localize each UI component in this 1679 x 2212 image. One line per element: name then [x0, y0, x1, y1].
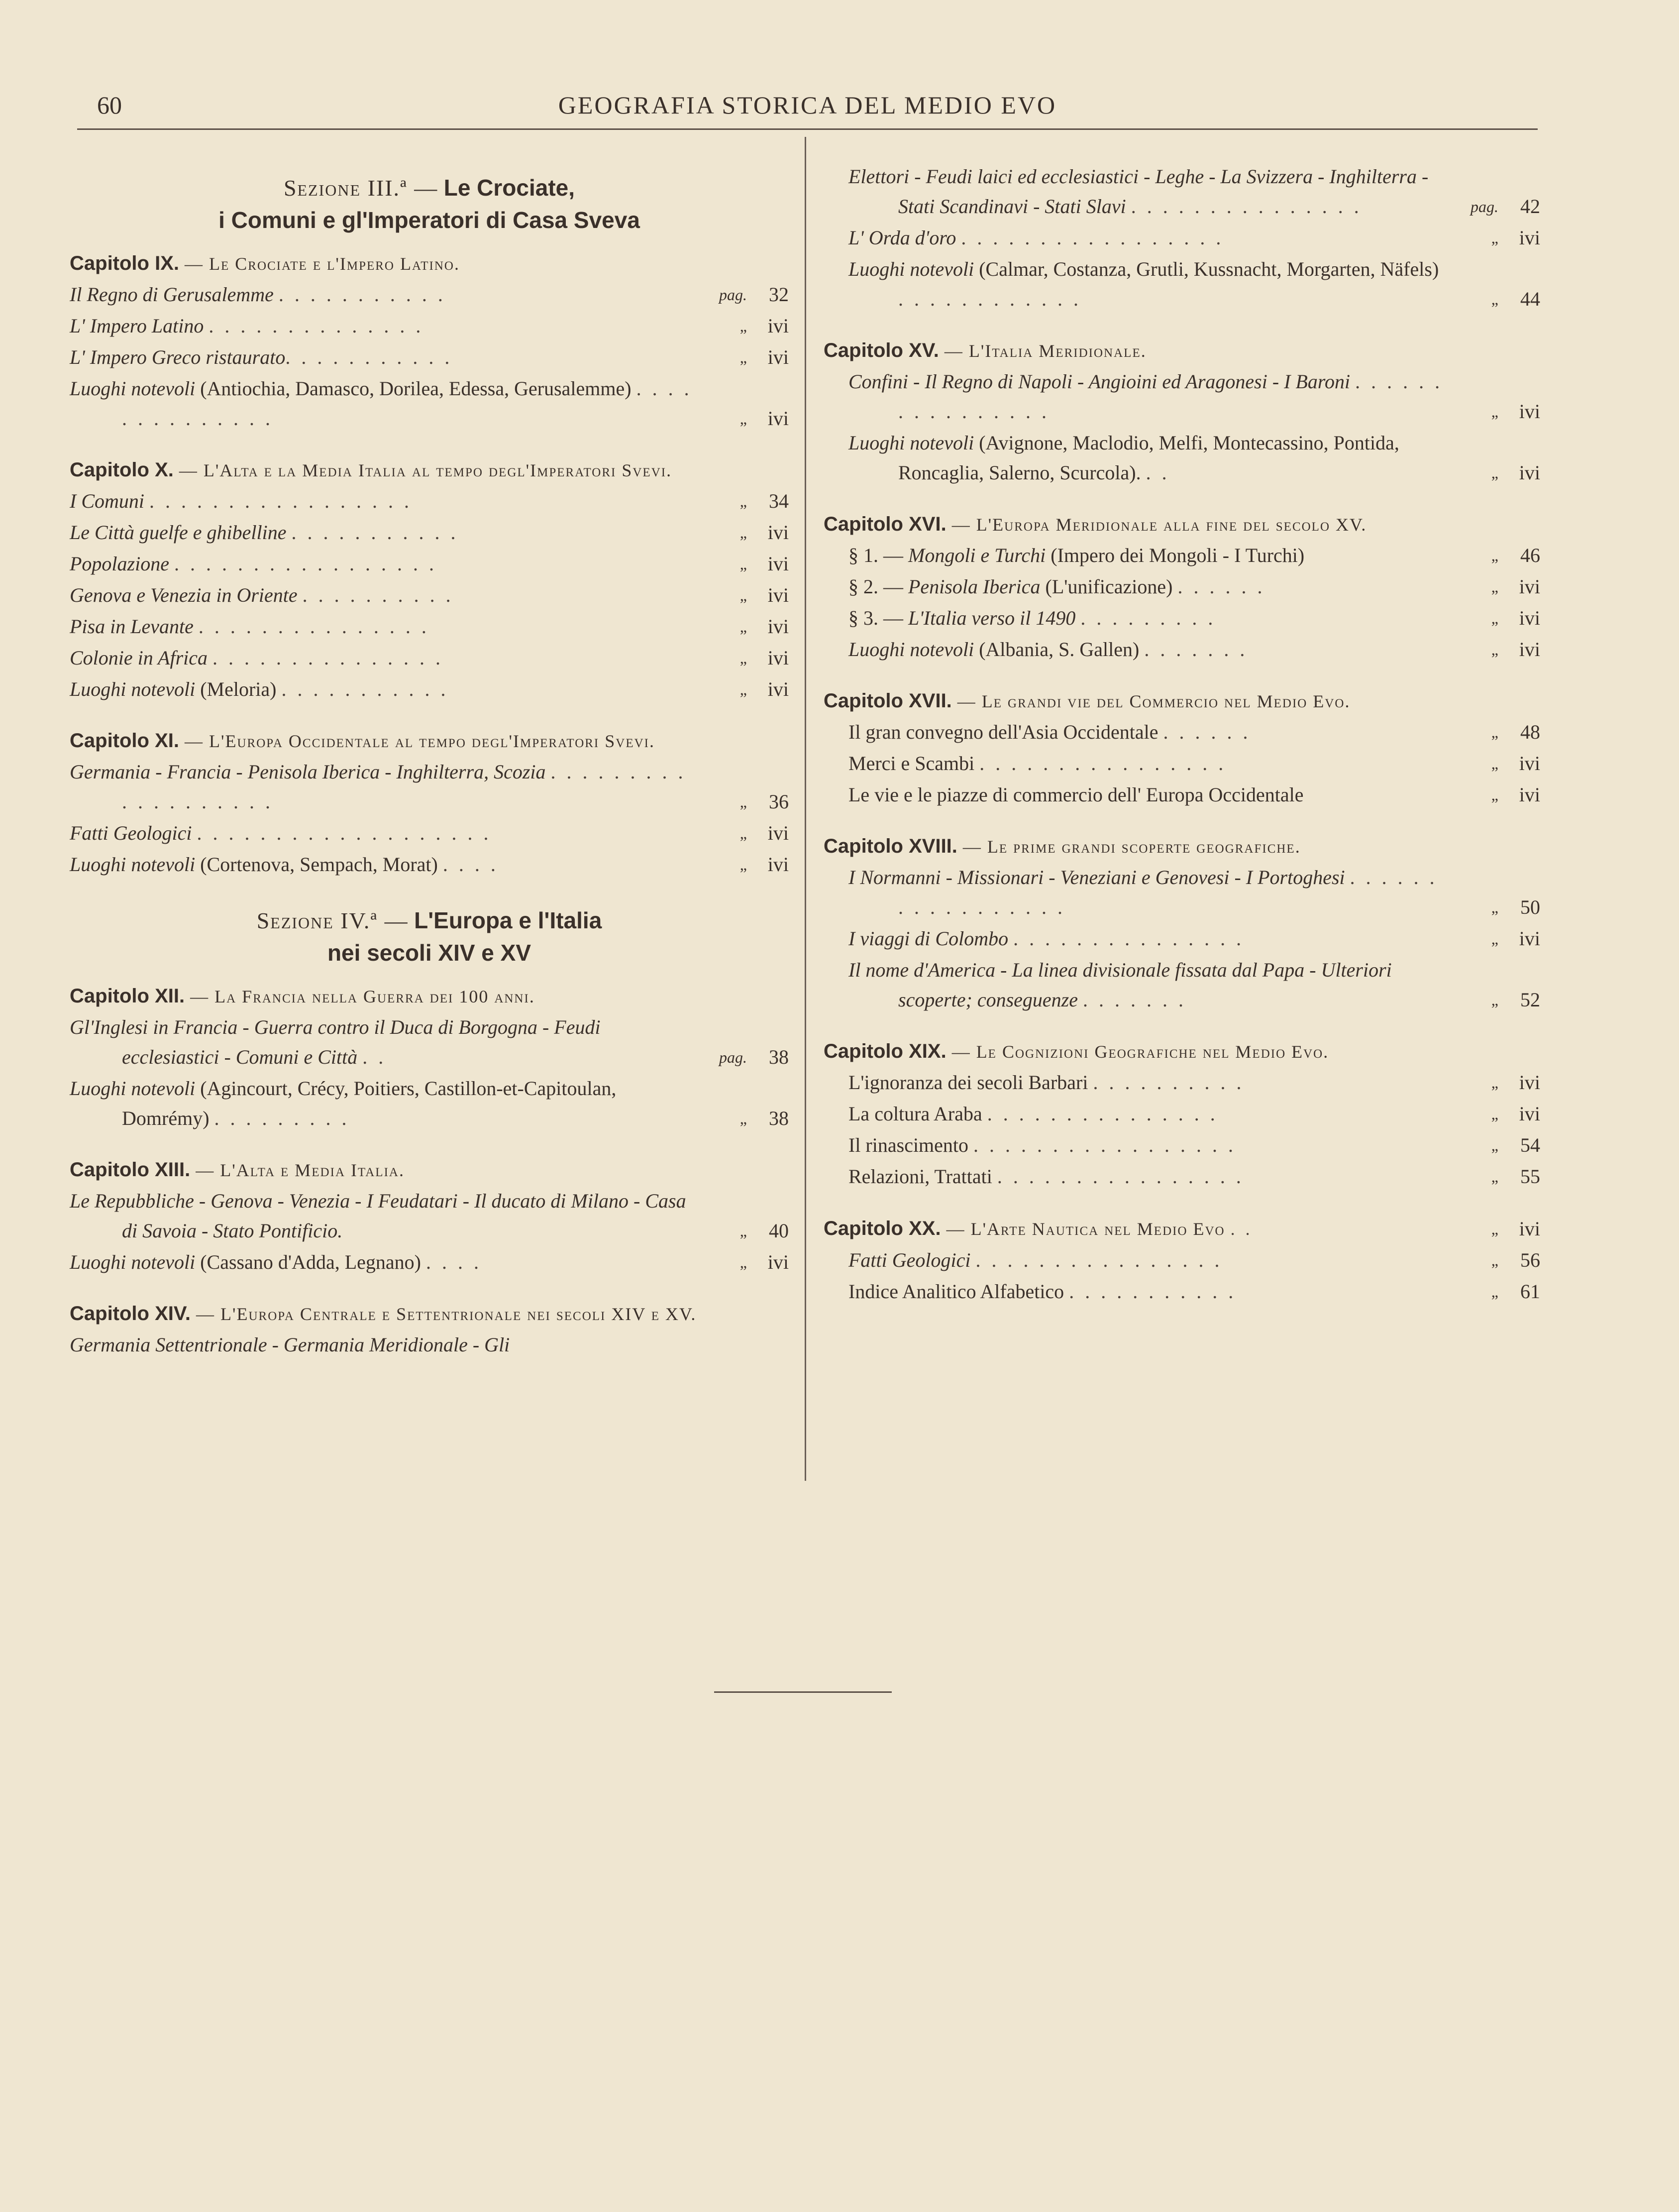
section-heading-line1: L'Europa e l'Italia	[414, 907, 602, 933]
chapter-title: — Le grandi vie del Commercio nel Medio Evo.	[957, 691, 1351, 711]
toc-entry[interactable]: Il rinascimento . . . . . . . . . . . . . . . . . „ 54	[824, 1130, 1540, 1160]
toc-entry[interactable]: Luoghi notevoli (Albania, S. Gallen) . . . . . . . „ ivi	[824, 635, 1540, 664]
chapter-title: — L'Europa Centrale e Settentrionale nei secoli XIV e XV.	[196, 1304, 697, 1324]
toc-entry[interactable]: Le Città guelfe e ghibelline . . . . . . . . . . . „ ivi	[70, 518, 789, 548]
section-heading-line1: Le Crociate,	[443, 175, 575, 201]
page-mark: pag.	[1470, 198, 1498, 216]
chapter-heading	[70, 1299, 789, 1328]
entry-text-italic: Luoghi notevoli	[70, 377, 196, 400]
page-mark: „	[739, 618, 747, 636]
page-ref: 38	[769, 1107, 789, 1129]
chapter-x	[70, 455, 789, 704]
entry-text: Popolazione	[70, 553, 169, 575]
page-mark: „	[739, 649, 747, 667]
toc-entry[interactable]: L'ignoranza dei secoli Barbari . . . . . . . . . . „ ivi	[824, 1068, 1540, 1098]
toc-entry[interactable]: Il gran convegno dell'Asia Occidentale . . . . . . „ 48	[824, 717, 1540, 747]
page-ref: ivi	[1519, 1071, 1540, 1094]
toc-entry[interactable]: Pisa in Levante . . . . . . . . . . . . . . . „ ivi	[70, 612, 789, 642]
entry-text: Genova e Venezia in Oriente	[70, 584, 298, 606]
toc-entry[interactable]: L' Impero Latino . . . . . . . . . . . . . . „ ivi	[70, 311, 789, 341]
page-mark: „	[739, 1253, 747, 1271]
page-ref: ivi	[767, 553, 789, 575]
page-ref: 46	[1520, 544, 1540, 566]
entry-text: La coltura Araba	[848, 1103, 982, 1125]
toc-entry[interactable]: Luoghi notevoli (Agincourt, Crécy, Poitiers, Castillon-et-Capitoulan, Domrémy) . . . . . . . . . „ 38	[70, 1074, 789, 1133]
entry-text-italic: Luoghi notevoli	[70, 1077, 196, 1100]
page-mark: „	[1491, 786, 1498, 804]
page-ref: 44	[1520, 288, 1540, 310]
chapter-label: Capitolo XIX.	[824, 1040, 946, 1062]
chapter-xv	[824, 336, 1540, 488]
chapter-heading	[70, 249, 789, 278]
toc-entry[interactable]: Fatti Geologici . . . . . . . . . . . . . . . . . . . „ ivi	[70, 818, 789, 848]
entry-text: Le Città guelfe e ghibelline	[70, 521, 287, 544]
section-heading-line2: nei secoli XIV e XV	[327, 940, 531, 966]
column-divider	[805, 137, 806, 1481]
page-ref: 32	[769, 283, 789, 306]
page-mark: „	[1491, 1105, 1498, 1123]
entry-text: (Albania, S. Gallen)	[979, 638, 1140, 661]
entry-text: Germania Settentrionale - Germania Meridionale - Gli	[70, 1333, 510, 1356]
section-label: Sezione III.ª —	[283, 175, 438, 201]
entry-text: (Impero dei Mongoli - I Turchi)	[1050, 544, 1305, 566]
chapter-xiv	[70, 1299, 789, 1360]
chapter-label: Capitolo XV.	[824, 339, 939, 361]
page-ref: ivi	[1519, 1103, 1540, 1125]
toc-entry[interactable]	[824, 541, 1540, 570]
entry-text: Elettori - Feudi laici ed ecclesiastici - Leghe - La Svizzera - Inghilterra - Stati Scandinavi - Stati Slavi	[848, 165, 1429, 218]
page-ref: 48	[1520, 721, 1540, 743]
page-mark: „	[739, 793, 747, 811]
entry-text: Il gran convegno dell'Asia Occidentale	[848, 721, 1158, 743]
toc-entry[interactable]: Merci e Scambi . . . . . . . . . . . . . . . . „ ivi	[824, 749, 1540, 778]
entry-text: Le vie e le piazze di commercio dell' Europa Occidentale	[848, 783, 1304, 806]
page-mark: „	[739, 856, 747, 874]
toc-entry[interactable]: Colonie in Africa . . . . . . . . . . . . . . . „ ivi	[70, 643, 789, 673]
page-mark: pag.	[719, 286, 747, 304]
section-prefix: § 3. —	[848, 607, 903, 629]
entry-text-italic: Luoghi notevoli	[70, 1251, 196, 1273]
toc-entry[interactable]	[70, 1186, 789, 1246]
page-mark: „	[739, 824, 747, 842]
page-mark: „	[1491, 723, 1498, 741]
entry-text: Il nome d'America - La linea divisionale fissata dal Papa - Ulteriori scoperte; conseguenze	[848, 959, 1392, 1011]
entry-text-italic: Luoghi notevoli	[70, 853, 196, 876]
page-ref: ivi	[1519, 461, 1540, 484]
page-ref: ivi	[767, 584, 789, 606]
chapter-heading	[70, 455, 789, 485]
toc-entry[interactable]: Relazioni, Trattati . . . . . . . . . . . . . . . . „ 55	[824, 1162, 1540, 1192]
chapter-label: Capitolo XVII.	[824, 690, 952, 712]
page-mark: „	[1491, 1074, 1498, 1092]
page-ref: 42	[1520, 195, 1540, 218]
chapter-xiii	[70, 1155, 789, 1277]
page-ref: 36	[769, 790, 789, 813]
entry-text: Indice Analitico Alfabetico	[848, 1280, 1064, 1303]
page-mark: „	[1491, 1251, 1498, 1269]
header-rule	[77, 128, 1538, 130]
entry-text: Gl'Inglesi in Francia - Guerra contro il Duca di Borgogna - Feudi ecclesiastici - Comuni e Città	[70, 1016, 601, 1068]
chapter-xvi	[824, 510, 1540, 664]
entry-text: Pisa in Levante	[70, 615, 194, 638]
section-heading-line2: i Comuni e gl'Imperatori di Casa Sveva	[218, 207, 640, 233]
page-ref: 50	[1520, 896, 1540, 918]
page-mark: „	[1491, 578, 1498, 596]
page-mark: „	[1491, 1283, 1498, 1301]
page-mark: „	[739, 1109, 747, 1127]
entry-text: I Comuni	[70, 490, 144, 512]
section-title	[70, 172, 789, 236]
entry-text: (Meloria)	[200, 678, 277, 700]
page-mark: „	[739, 348, 747, 366]
chapter-title: — Le prime grandi scoperte geografiche.	[962, 837, 1301, 857]
chapter-label: Capitolo XIII.	[70, 1159, 191, 1181]
toc-entry[interactable]: Popolazione . . . . . . . . . . . . . . . . . „ ivi	[70, 549, 789, 579]
entry-text: L' Impero Latino	[70, 315, 204, 337]
section-title	[70, 904, 789, 969]
entry-text: L'ignoranza dei secoli Barbari	[848, 1071, 1088, 1094]
page-mark: „	[1491, 609, 1498, 627]
entry-text: Fatti Geologici	[848, 1249, 971, 1271]
chapter-title: — L'Arte Nautica nel Medio Evo	[946, 1219, 1225, 1239]
toc-entry[interactable]: Luoghi notevoli (Avignone, Maclodio, Melfi, Montecassino, Pontida, Roncaglia, Salerno, Scurcola). . . „ ivi	[824, 428, 1540, 488]
end-rule	[714, 1691, 892, 1693]
entry-text: (Calmar, Costanza, Grutli, Kussnacht, Morgarten, Näfels)	[979, 258, 1439, 280]
chapter-xviii	[824, 832, 1540, 1015]
entry-text: L' Impero Greco ristaurato	[70, 346, 286, 368]
page-ref: ivi	[767, 647, 789, 669]
page-ref: ivi	[767, 853, 789, 876]
chapter-label: Capitolo XII.	[70, 985, 185, 1007]
page-ref: ivi	[1519, 752, 1540, 774]
page-ref: ivi	[1519, 638, 1540, 661]
page-ref: ivi	[767, 521, 789, 544]
section-prefix: § 2. —	[848, 575, 903, 598]
toc-entry[interactable]: Luoghi notevoli (Antiochia, Damasco, Dorilea, Edessa, Gerusalemme) . . . . . . . . . . . . . . „ ivi	[70, 374, 789, 434]
page-ref: ivi	[767, 678, 789, 700]
page-ref: 54	[1520, 1134, 1540, 1156]
page-ref: ivi	[767, 315, 789, 337]
page-ref: ivi	[1519, 607, 1540, 629]
running-title: GEOGRAFIA STORICA DEL MEDIO EVO	[558, 91, 1057, 119]
toc-entry[interactable]: L' Orda d'oro . . . . . . . . . . . . . . . . . „ ivi	[824, 223, 1540, 253]
entry-text: (Avignone, Maclodio, Melfi, Montecassino, Pontida, Roncaglia, Salerno, Scurcola).	[898, 432, 1399, 484]
entry-text: (Antiochia, Damasco, Dorilea, Edessa, Gerusalemme)	[200, 377, 631, 400]
chapter-heading	[824, 336, 1540, 365]
toc-entry[interactable]: Genova e Venezia in Oriente . . . . . . . . . . „ ivi	[70, 580, 789, 610]
toc-entry[interactable]: Luoghi notevoli (Cassano d'Adda, Legnano) . . . . „ ivi	[70, 1247, 789, 1277]
entry-text: Colonie in Africa	[70, 647, 208, 669]
entry-text-italic: Mongoli e Turchi	[908, 544, 1046, 566]
page-mark: „	[739, 410, 747, 428]
page-ref: ivi	[1519, 400, 1540, 423]
page-mark: „	[1491, 1168, 1498, 1186]
toc-entry[interactable]: Elettori - Feudi laici ed ecclesiastici - Leghe - La Svizzera - Inghilterra - Stati Scandinavi - Stati Slavi . . . . . . . . . . . . . . . pag. 42	[824, 162, 1540, 221]
toc-entry[interactable]: La coltura Araba . . . . . . . . . . . . . . . „ ivi	[824, 1099, 1540, 1129]
page-mark: „	[739, 555, 747, 573]
chapter-ix	[70, 249, 789, 434]
toc-entry[interactable]: Confini - Il Regno di Napoli - Angioini ed Aragonesi - I Baroni . . . . . . . . . . . . . . . . „ ivi	[824, 367, 1540, 427]
chapter-title: — L'Alta e la Media Italia al tempo degl'Imperatori Svevi.	[179, 460, 672, 480]
page-mark: „	[739, 524, 747, 542]
page-mark: „	[1491, 547, 1498, 564]
chapter-xi	[70, 726, 789, 880]
chapter-xix	[824, 1037, 1540, 1192]
chapter-label: Capitolo XI.	[70, 730, 179, 752]
chapter-label: Capitolo XVIII.	[824, 835, 957, 857]
chapter-heading	[824, 832, 1540, 861]
toc-entry[interactable]: Luoghi notevoli (Cortenova, Sempach, Morat) . . . . „ ivi	[70, 850, 789, 880]
chapter-heading	[824, 510, 1540, 539]
chapter-label: Capitolo XIV.	[70, 1303, 191, 1325]
page-mark: „	[1491, 464, 1498, 482]
page-ref: ivi	[767, 615, 789, 638]
chapter-xii	[70, 982, 789, 1133]
toc-entry[interactable]: Il nome d'America - La linea divisionale fissata dal Papa - Ulteriori scoperte; conseguenze . . . . . . . „ 52	[824, 955, 1540, 1015]
chapter-label: Capitolo IX.	[70, 252, 179, 274]
left-column	[70, 159, 789, 1360]
entry-text-italic: Luoghi notevoli	[848, 432, 974, 454]
page-mark: „	[1491, 1220, 1498, 1238]
chapter-xvii	[824, 686, 1540, 810]
page-ref: 52	[1520, 989, 1540, 1011]
page-mark: „	[1491, 229, 1498, 247]
page-number: 60	[97, 91, 122, 119]
entry-text-italic: Luoghi notevoli	[848, 258, 974, 280]
page-mark: „	[739, 586, 747, 604]
entry-text: Confini - Il Regno di Napoli - Angioini ed Aragonesi - I Baroni	[848, 370, 1351, 393]
page-mark: „	[739, 680, 747, 698]
page-mark: „	[1491, 898, 1498, 916]
toc-entry[interactable]: L' Impero Greco ristaurato. . . . . . . . . . . „ ivi	[70, 342, 789, 372]
entry-text: L' Orda d'oro	[848, 226, 956, 249]
chapter-heading	[70, 982, 789, 1011]
section-prefix: § 1. —	[848, 544, 903, 566]
chapter-heading	[824, 1037, 1540, 1066]
chapter-label: Capitolo XX.	[824, 1217, 941, 1239]
page-mark: „	[1491, 991, 1498, 1009]
chapter-title: — L'Alta e Media Italia.	[196, 1160, 405, 1180]
page-mark: „	[739, 317, 747, 335]
page-mark: „	[739, 1222, 747, 1240]
chapter-title: — L'Europa Meridionale alla fine del secolo XV.	[951, 515, 1367, 535]
page-ref: ivi	[767, 822, 789, 844]
toc-entry[interactable]: Germania - Francia - Penisola Iberica - Inghilterra, Scozia . . . . . . . . . . . . . . . . . . . „ 36	[70, 757, 789, 817]
page-ref: 56	[1520, 1249, 1540, 1271]
entry-text-italic: Luoghi notevoli	[70, 678, 196, 700]
entry-text: Relazioni, Trattati	[848, 1165, 992, 1188]
toc-entry[interactable]: Fatti Geologici . . . . . . . . . . . . . . . . „ 56	[824, 1245, 1540, 1275]
page-ref: ivi	[1519, 1217, 1540, 1240]
chapter-heading: Capitolo XX. — L'Arte Nautica nel Medio Evo . . „ ivi	[824, 1214, 1540, 1244]
toc-entry[interactable]: I Comuni . . . . . . . . . . . . . . . . . „ 34	[70, 486, 789, 516]
entry-text: Il Regno di Gerusalemme	[70, 283, 274, 306]
page-mark: „	[1491, 290, 1498, 308]
toc-entry[interactable]: I viaggi di Colombo . . . . . . . . . . . . . . . „ ivi	[824, 924, 1540, 954]
entry-text: Germania - Francia - Penisola Iberica - Inghilterra, Scozia	[70, 761, 546, 783]
page-mark: „	[1491, 930, 1498, 948]
toc-entry[interactable]: Luoghi notevoli (Calmar, Costanza, Grutli, Kussnacht, Morgarten, Näfels) . . . . . . . . . . . . „ 44	[824, 254, 1540, 314]
entry-text: Le Repubbliche - Genova - Venezia - I Feudatari - Il ducato di Milano - Casa di Savoia - Stato Pontificio.	[70, 1190, 686, 1242]
toc-entry[interactable]: § 3. — L'Italia verso il 1490 . . . . . . . . . „ ivi	[824, 603, 1540, 633]
page-ref: ivi	[767, 1251, 789, 1273]
entry-text: (Agincourt, Crécy, Poitiers, Castillon-et-Capitoulan, Domrémy)	[122, 1077, 617, 1129]
page-mark: „	[739, 492, 747, 510]
page-ref: 61	[1520, 1280, 1540, 1303]
chapter-title: — L'Europa Occidentale al tempo degl'Imperatori Svevi.	[185, 731, 655, 751]
page-ref: ivi	[767, 407, 789, 430]
page-ref: ivi	[1519, 783, 1540, 806]
entry-text: I Normanni - Missionari - Veneziani e Genovesi - I Portoghesi	[848, 866, 1345, 888]
page-mark: „	[1491, 1136, 1498, 1154]
page-ref: ivi	[1519, 226, 1540, 249]
entry-text: (L'unificazione)	[1045, 575, 1173, 598]
toc-entry[interactable]	[824, 780, 1540, 810]
chapter-title: — Le Cognizioni Geografiche nel Medio Evo.	[951, 1042, 1329, 1062]
page-mark: „	[1491, 755, 1498, 773]
chapter-xx	[824, 1214, 1540, 1307]
toc-entry[interactable]: Il Regno di Gerusalemme . . . . . . . . . . . pag. 32	[70, 280, 789, 310]
toc-entry[interactable]: Indice Analitico Alfabetico . . . . . . . . . . . „ 61	[824, 1277, 1540, 1307]
page-mark: pag.	[719, 1048, 747, 1066]
toc-entry[interactable]: Luoghi notevoli (Meloria) . . . . . . . . . . . „ ivi	[70, 674, 789, 704]
toc-entry[interactable]: Gl'Inglesi in Francia - Guerra contro il Duca di Borgogna - Feudi ecclesiastici - Comuni e Città . . pag. 38	[70, 1012, 789, 1072]
toc-entry[interactable]: I Normanni - Missionari - Veneziani e Genovesi - I Portoghesi . . . . . . . . . . . . . . . . . „ 50	[824, 863, 1540, 922]
toc-entry[interactable]	[70, 1330, 789, 1360]
chapter-title: — L'Italia Meridionale.	[944, 341, 1147, 361]
page-mark: „	[1491, 403, 1498, 421]
section-label: Sezione IV.ª —	[256, 908, 409, 933]
chapter-title: — La Francia nella Guerra dei 100 anni.	[190, 987, 535, 1006]
page-ref: 34	[769, 490, 789, 512]
entry-text-italic: Luoghi notevoli	[848, 638, 974, 661]
page-mark: „	[1491, 641, 1498, 659]
chapter-label: Capitolo X.	[70, 459, 174, 481]
entry-text: Fatti Geologici	[70, 822, 192, 844]
entry-text: Il rinascimento	[848, 1134, 969, 1156]
entry-text-italic: Penisola Iberica	[908, 575, 1041, 598]
toc-entry[interactable]: § 2. — Penisola Iberica (L'unificazione) . . . . . . „ ivi	[824, 572, 1540, 602]
entry-text: (Cassano d'Adda, Legnano)	[200, 1251, 421, 1273]
chapter-title: — Le Crociate e l'Impero Latino.	[185, 254, 460, 274]
page-header	[77, 91, 1538, 125]
page-ref: ivi	[1519, 927, 1540, 950]
entry-text-italic: L'Italia verso il 1490	[908, 607, 1076, 629]
page-ref: ivi	[767, 346, 789, 368]
page-ref: 55	[1520, 1165, 1540, 1188]
page-ref: 40	[769, 1219, 789, 1242]
right-column	[824, 160, 1540, 1307]
page-ref: 38	[769, 1046, 789, 1068]
chapter-label: Capitolo XVI.	[824, 513, 946, 535]
entry-text: I viaggi di Colombo	[848, 927, 1009, 950]
chapter-heading	[824, 686, 1540, 716]
chapter-heading	[70, 1155, 789, 1185]
chapter-heading	[70, 726, 789, 756]
entry-text: (Cortenova, Sempach, Morat)	[200, 853, 438, 876]
page-ref: ivi	[1519, 575, 1540, 598]
entry-text: Merci e Scambi	[848, 752, 975, 774]
